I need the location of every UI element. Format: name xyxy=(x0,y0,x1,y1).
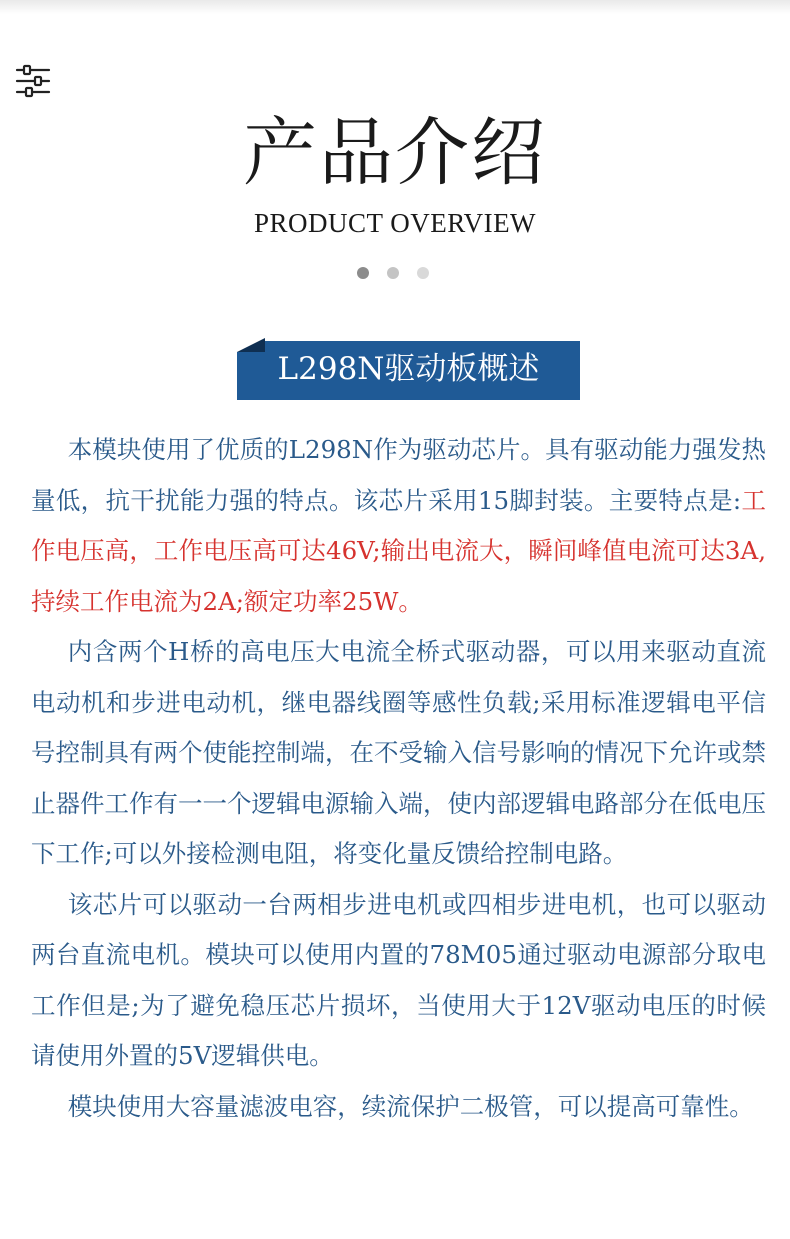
paragraph-1-highlight: 工作电压高，工作电压高可达46V;输出电流大，瞬间峰值电流可达3A,持续工作电流为2A;额定功率25W。 xyxy=(31,485,767,616)
sliders-icon xyxy=(15,64,51,98)
pager-dot-1[interactable] xyxy=(357,267,369,279)
top-shadow xyxy=(0,0,790,14)
paragraph-1 xyxy=(31,425,766,627)
pager-dot-3[interactable] xyxy=(417,267,429,279)
pager-dot-2[interactable] xyxy=(387,267,399,279)
paragraph-3: 该芯片可以驱动一台两相步进电机或四相步进电机，也可以驱动两台直流电机。模块可以使用内置的78M05通过驱动电源部分取电工作但是;为了避免稳压芯片损坏，当使用大于12V驱动电压的时候请使用外置的5V逻辑供电。 xyxy=(31,889,766,1070)
filter-menu-button[interactable] xyxy=(15,64,51,98)
paragraph-4: 模块使用大容量滤波电容，续流保护二极管，可以提高可靠性。 xyxy=(67,1091,754,1121)
pager-dots xyxy=(355,267,435,281)
content-body xyxy=(31,425,766,1132)
paragraph-2: 内含两个H桥的高电压大电流全桥式驱动器，可以用来驱动直流电动机和步进电动机，继电器线圈等感性负载;采用标准逻辑电平信号控制具有两个使能控制端，在不受输入信号影响的情况下允许或禁止器件工作有一一个逻辑电源输入端，使内部逻辑电路部分在低电压下工作;可以外接检测电阻，将变化量反馈给控制电路。 xyxy=(31,637,766,868)
page-subtitle: PRODUCT OVERVIEW xyxy=(253,208,537,238)
page-title: 产品介绍 xyxy=(243,110,547,196)
paragraph-1-text: 本模块使用了优质的L298N作为驱动芯片。具有驱动能力强发热量低，抗干扰能力强的特点。该芯片采用15脚封装。主要特点是: xyxy=(31,435,766,515)
section-title: L298N驱动板概述 xyxy=(277,351,540,387)
